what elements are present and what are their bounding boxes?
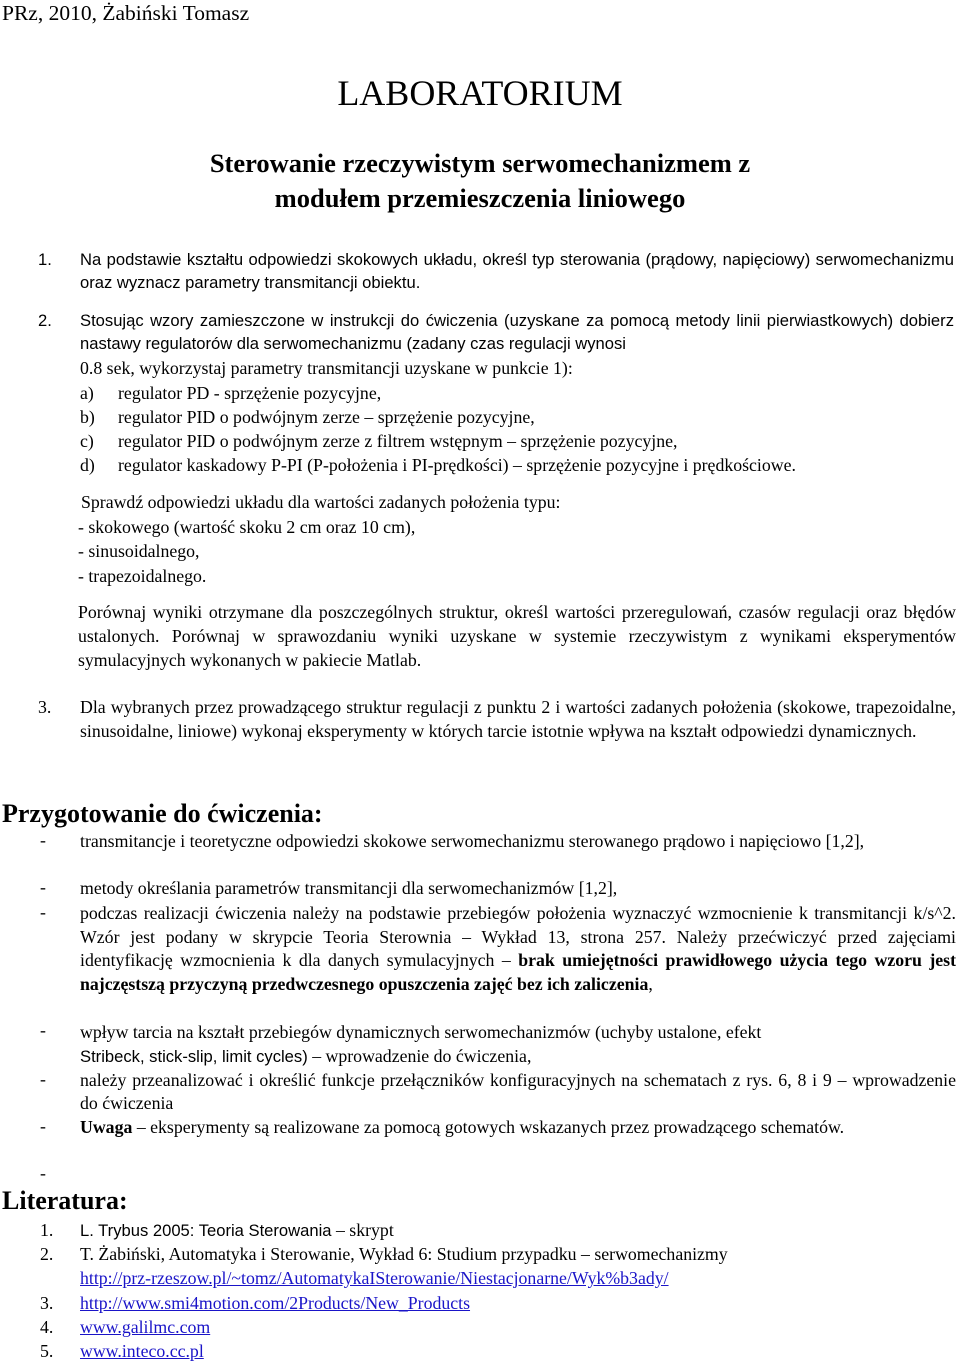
reference-2-link[interactable]: http://prz-rzeszow.pl/~tomz/AutomatykaISterowanie/Niestacjonarne/Wyk%b3ady/ [80,1268,669,1288]
compare-paragraph: Porównaj wyniki otrzymane dla poszczególnych struktur, określ wartości przeregulowań, czasów regulacji oraz błędów ustalonych. Porównaj w sprawozdaniu wyniki uzyskane w systemie rzeczywistym z wynikami eksperymentów symulacyjnych wykonanych w pakiecie Matlab. [78,602,956,670]
bullet-dash: - [40,1116,46,1136]
subtitle-text: Sterowanie rzeczywistym serwomechanizmem z modułem przemieszczenia liniowego [209,148,751,213]
reference-4 [80,1316,210,1339]
bullet-dash: - [40,1163,46,1183]
literature-heading: Literatura: [2,1186,128,1215]
task-2-text: Stosując wzory zamieszczone w instrukcji do ćwiczenia (uzyskane za pomocą metody linii pierwiastkowych) dobierz nastawy regulatorów dla serwomechanizmu (zadany czas regulacji wynosi [80,311,954,353]
bullet-dash: - [40,830,46,850]
ref-number: 4. [40,1317,54,1337]
prep-warning: brak umiejętności prawidłowego użycia tego wzoru jest najczęstszą przyczyną przedwczesnego opuszczenia zajęć bez ich zaliczenia [80,950,956,995]
bullet-dash: - [40,877,46,897]
list-item: b) regulator PID o podwójnym zerze – sprzężenie pozycyjne, [80,407,535,427]
check-item: - trapezoidalnego. [78,566,207,586]
reference-1: L. Trybus 2005: Teoria Sterowania – skrypt [80,1220,394,1240]
task-1-text: Na podstawie kształtu odpowiedzi skokowych układu, określ typ sterowania (prądowy, napięciowy) serwomechanizmu oraz wyznacz parametry transmitancji obiektu. [80,250,954,292]
reference-5-link[interactable]: www.inteco.cc.pl [80,1341,204,1361]
list-item: c) regulator PID o podwójnym zerze z filtrem wstępnym – sprzężenie pozycyjne, [80,431,678,451]
ref-number: 1. [40,1220,54,1240]
reference-3-link[interactable]: http://www.smi4motion.com/2Products/New_Products [80,1293,471,1313]
task-2-number: 2. [38,311,52,330]
reference-4-link[interactable]: www.galilmc.com [80,1317,211,1337]
bullet-dash: - [40,902,46,922]
check-intro: Sprawdź odpowiedzi układu dla wartości zadanych położenia typu: [81,492,561,512]
document-header: PRz, 2010, Żabiński Tomasz [2,1,250,25]
bullet-dash: - [40,1020,46,1040]
task-3-text: Dla wybranych przez prowadzącego struktur regulacji z punktu 2 i wartości zadanych położenia (skokowe, trapezoidalne, sinusoidalne, liniowe) wykonaj eksperymenty w których tarcie istotnie wpływa na kształt odpowiedzi dynamicznych. [80,697,956,741]
check-item: - sinusoidalnego, [78,541,200,561]
task-2-text-cont: 0.8 sek, wykorzystaj parametry transmitancji uzyskane w punkcie 1): [80,358,573,378]
bullet-dash: - [40,1069,46,1089]
prep-item-6: Uwaga – eksperymenty są realizowane za pomocą gotowych wskazanych przez prowadzącego schematów. [80,1117,845,1137]
ref-number: 2. [40,1244,54,1264]
page-title: LABORATORIUM [337,73,623,113]
prep-item-3: podczas realizacji ćwiczenia należy na podstawie przebiegów położenia wyznaczyć wzmocnienie k transmitancji k/s^2. Wzór jest podany w skrypcie Teoria Sterownia – Wykład 13, strona 257. Należy przećwiczyć przed zajęciami identyfikację wzmocnienia k dla danych symulacyjnych – brak umiejętności prawidłowego użycia tego wzoru jest najczęstszą przyczyną przedwczesnego opuszczenia zajęć bez ich zaliczenia, [80,903,956,995]
prep-item-2: metody określania parametrów transmitancji dla serwomechanizmów [1,2], [80,878,618,898]
reference-5 [80,1340,204,1363]
preparation-heading: Przygotowanie do ćwiczenia: [2,799,323,828]
task-1-number: 1. [38,250,52,269]
check-item: - skokowego (wartość skoku 2 cm oraz 10 cm), [78,517,416,537]
reference-2-link-wrap [80,1267,669,1290]
prep-item-1: transmitancje i teoretyczne odpowiedzi skokowe serwomechanizmu sterowanego prądowo i napięciowo [1,2], [80,831,865,851]
list-item: a) regulator PD - sprzężenie pozycyjne, [80,383,382,403]
ref-number: 5. [40,1341,54,1361]
reference-3 [80,1292,470,1315]
list-item: d) regulator kaskadowy P-PI (P-położenia i PI-prędkości) – sprzężenie pozycyjne i prędkościowe. [80,455,796,475]
ref-number: 3. [40,1293,54,1313]
reference-2: T. Żabiński, Automatyka i Sterowanie, Wykład 6: Studium przypadku – serwomechanizmy [80,1244,728,1264]
prep-item-5: należy przeanalizować i określić funkcje przełączników konfiguracyjnych na schematach z rys. 6, 8 i 9 – wprowadzenie do ćwiczenia [80,1070,956,1113]
prep-item-4: wpływ tarcia na kształt przebiegów dynamicznych serwomechanizmów (uchyby ustalone, efekt Stribeck, stick-slip, limit cycles) – wprowadzenie do ćwiczenia, [80,1022,762,1066]
task-3-number: 3. [38,697,52,717]
page-subtitle [0,146,960,216]
